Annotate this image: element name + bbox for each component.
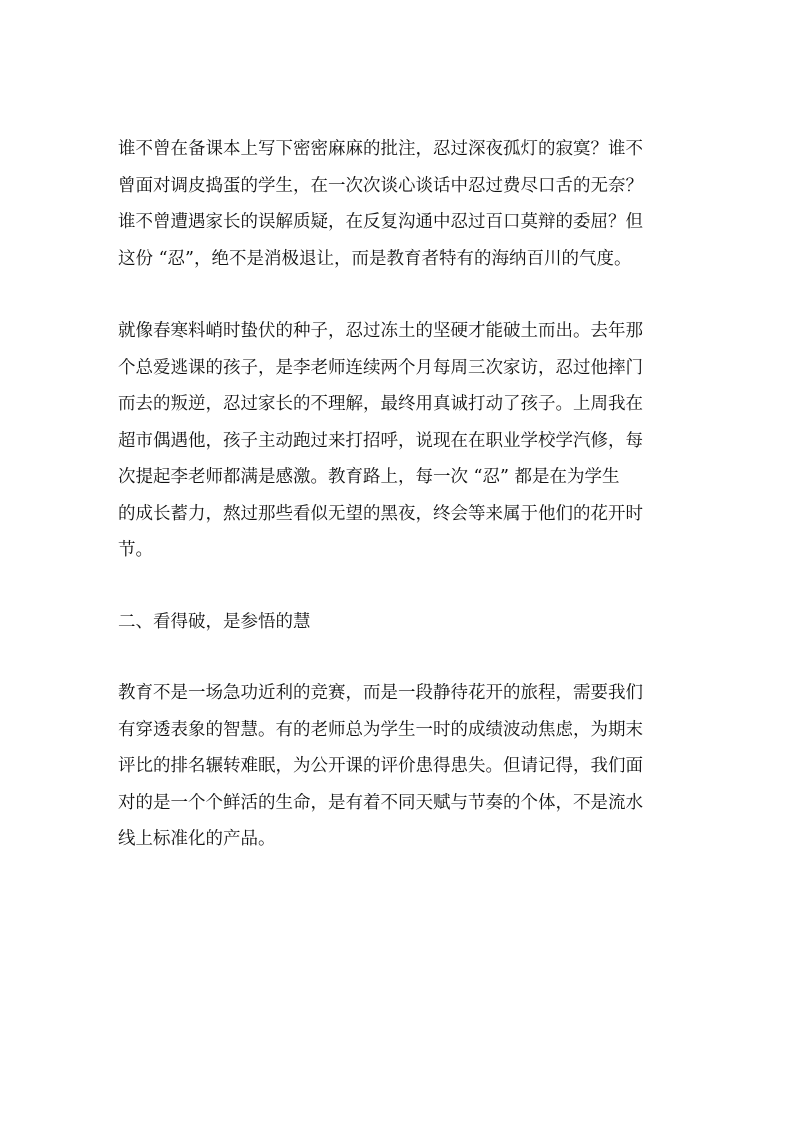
paragraph-line: 次提起李老师都满是感激。教育路上，每一次 “忍” 都是在为学生 [118,467,620,487]
paragraph-line: 教育不是一场急功近利的竞赛，而是一段静待花开的旅程，需要我们 [118,683,643,703]
paragraph-3 [118,675,678,858]
section-heading [118,604,678,641]
paragraph-line: 而去的叛逆，忍过家长的不理解，最终用真诚打动了孩子。上周我在 [118,394,643,414]
paragraph-line: 个总爱逃课的孩子，是李老师连续两个月每周三次家访，忍过他摔门 [118,357,643,378]
paragraph-line: 这份 “忍”，绝不是消极退让，而是教育者特有的海纳百川的气度。 [118,248,632,269]
paragraph-line: 就像春寒料峭时蛰伏的种子，忍过冻土的坚硬才能破土而出。去年那 [118,321,643,341]
paragraph-line: 节。 [118,540,153,560]
paragraph-line: 曾面对调皮捣蛋的学生，在一次次谈心谈话中忍过费尽口舌的无奈？ [118,175,643,196]
paragraph-line: 谁不曾遭遇家长的误解质疑，在反复沟通中忍过百口莫辩的委屈？但 [118,212,643,232]
paragraph-line: 评比的排名辗转难眠，为公开课的评价患得患失。但请记得，我们面 [118,756,643,776]
paragraph-2 [118,313,678,569]
paragraph-1 [118,131,678,277]
paragraph-line: 谁不曾在备课本上写下密密麻麻的批注，忍过深夜孤灯的寂寞？谁不 [118,139,643,159]
document-page [118,131,678,858]
paragraph-line: 超市偶遇他，孩子主动跑过来打招呼，说现在在职业学校学汽修，每 [118,430,643,451]
section-heading-text: 二、看得破，是参悟的慧 [118,611,311,632]
paragraph-line: 有穿透表象的智慧。有的老师总为学生一时的成绩波动焦虑，为期末 [118,719,643,740]
paragraph-line: 线上标准化的产品。 [118,829,276,849]
paragraph-line: 对的是一个个鲜活的生命，是有着不同天赋与节奏的个体，不是流水 [118,792,643,813]
paragraph-line: 的成长蓄力，熬过那些看似无望的黑夜，终会等来属于他们的花开时 [118,503,643,524]
